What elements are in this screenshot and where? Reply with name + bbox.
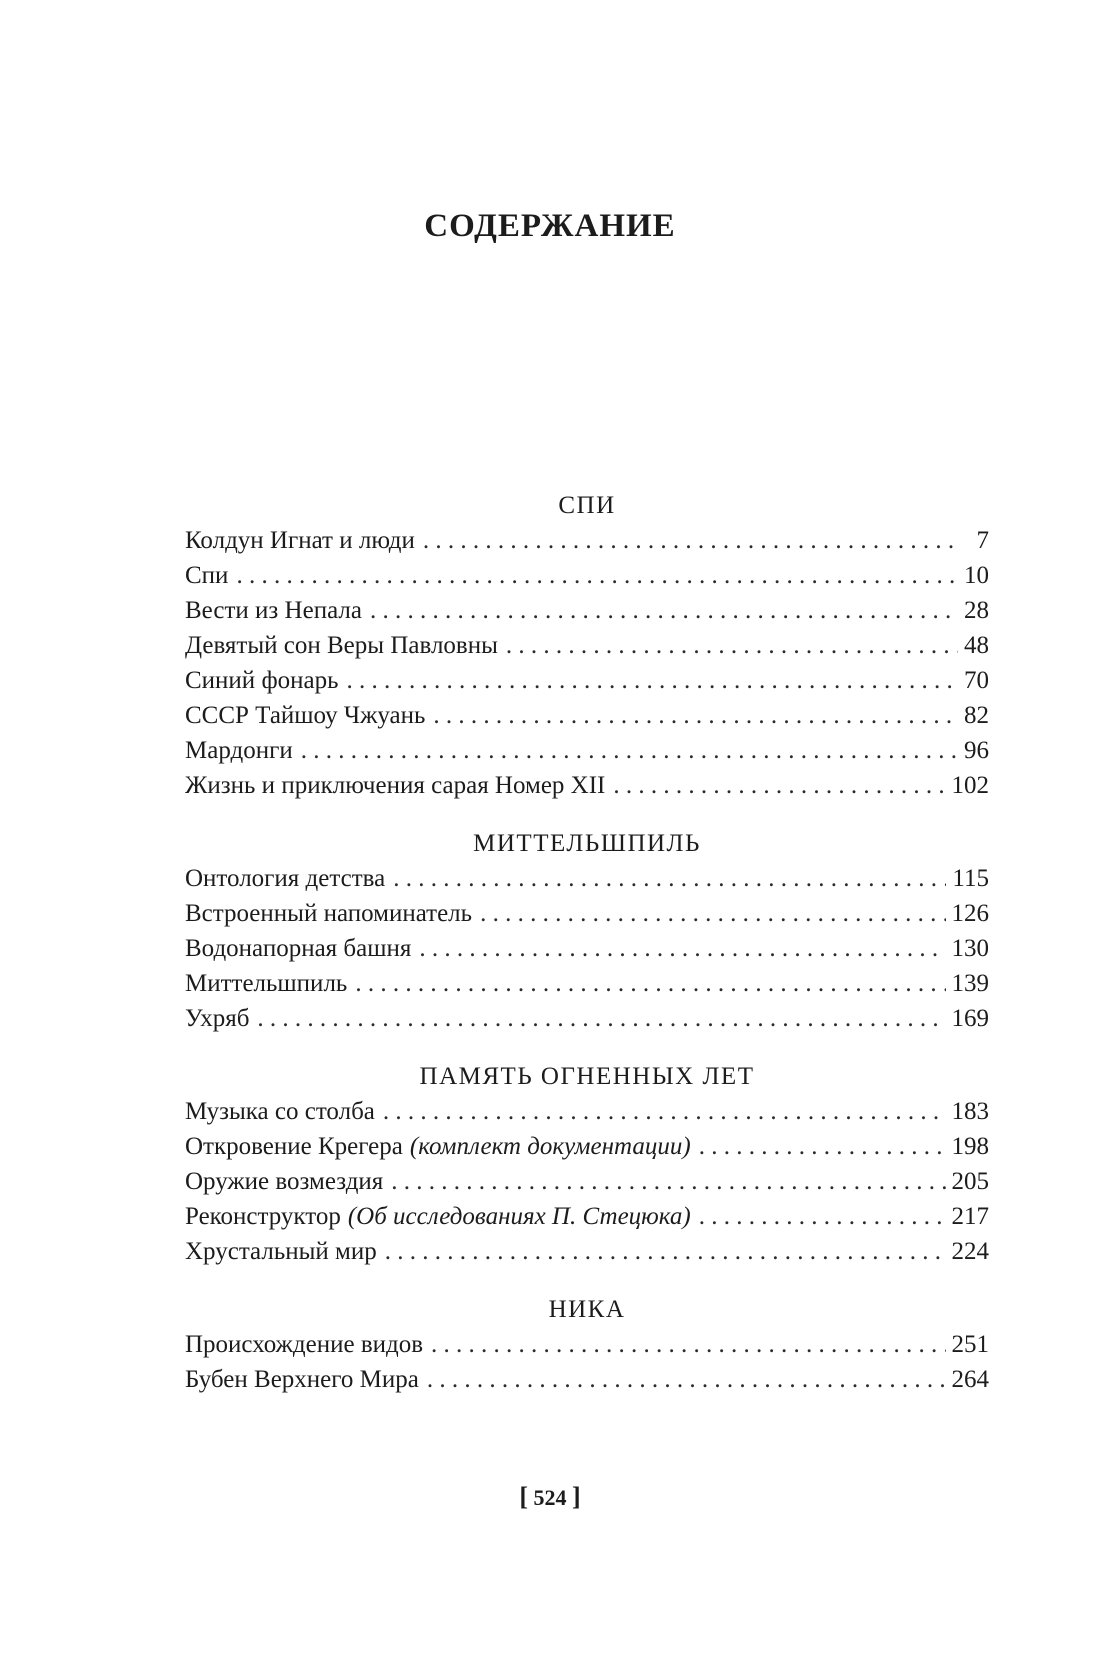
toc-entry-page-number: 126 <box>951 900 989 927</box>
toc-entry <box>185 768 989 803</box>
dot-leader <box>419 931 945 966</box>
page-title: СОДЕРЖАНИЕ <box>424 208 676 244</box>
dot-leader <box>385 1234 946 1269</box>
toc-entry <box>185 1164 989 1199</box>
toc-section <box>185 1059 989 1269</box>
toc-entry-page-number: 183 <box>951 1098 989 1125</box>
toc-entry-title: Хрустальный мир <box>185 1238 377 1265</box>
dot-leader <box>301 733 958 768</box>
dot-leader <box>699 1199 946 1234</box>
toc-entry <box>185 1199 989 1234</box>
toc-entry-page-number: 115 <box>952 865 989 892</box>
toc-entry-subtitle: (комплект документации) <box>409 1133 691 1160</box>
section-heading: СПИ <box>558 492 616 519</box>
toc-entry <box>185 1094 989 1129</box>
toc-section <box>185 1292 989 1397</box>
toc-entry-page-number: 264 <box>951 1366 989 1393</box>
dot-leader <box>506 628 958 663</box>
page-number <box>0 1482 1100 1513</box>
toc-entry <box>185 628 989 663</box>
toc-entry-title: Бубен Верхнего Мира <box>185 1366 419 1393</box>
dot-leader <box>236 558 958 593</box>
dot-leader <box>347 663 958 698</box>
toc-entry-title: Девятый сон Веры Павловны <box>185 632 498 659</box>
toc-entry-title: СССР Тайшоу Чжуань <box>185 702 426 729</box>
toc-entry-title: Водонапорная башня <box>185 935 412 962</box>
toc-entry <box>185 523 989 558</box>
dot-leader <box>355 966 945 1001</box>
toc-entry <box>185 698 989 733</box>
toc-entry <box>185 733 989 768</box>
dot-leader <box>257 1001 945 1036</box>
toc-entry-page-number: 82 <box>964 702 989 729</box>
folio-bracket-open: [ <box>519 1482 528 1511</box>
dot-leader <box>370 593 958 628</box>
toc-entry-title: Колдун Игнат и люди <box>185 527 415 554</box>
toc-entry-title: Встроенный напоминатель <box>185 900 473 927</box>
toc-entry-page-number: 139 <box>951 970 989 997</box>
toc-entry-page-number: 48 <box>964 632 989 659</box>
section-heading: ПАМЯТЬ ОГНЕННЫХ ЛЕТ <box>419 1063 755 1090</box>
toc-entry-title: Ухряб <box>185 1005 250 1032</box>
folio-number: 524 <box>533 1485 567 1510</box>
toc-entry-page-number: 251 <box>951 1331 989 1358</box>
toc-entry-title: Миттельшпиль <box>185 970 348 997</box>
toc-entry-page-number: 217 <box>951 1203 989 1230</box>
dot-leader <box>391 1164 945 1199</box>
dot-leader <box>480 896 945 931</box>
toc-entry-title: Откровение Крегера <box>185 1133 403 1160</box>
dot-leader <box>613 768 945 803</box>
toc-entry <box>185 1362 989 1397</box>
toc-entry-title: Реконструктор <box>185 1203 341 1230</box>
toc-entry <box>185 931 989 966</box>
toc-section <box>185 826 989 1036</box>
toc-entry-title: Жизнь и приключения сарая Номер XII <box>185 772 606 799</box>
toc-entry <box>185 593 989 628</box>
toc-entry <box>185 1234 989 1269</box>
toc-entry-title: Происхождение видов <box>185 1331 424 1358</box>
toc-entry-page-number: 102 <box>951 772 989 799</box>
toc-entry-page-number: 130 <box>951 935 989 962</box>
dot-leader <box>383 1094 946 1129</box>
toc-entry <box>185 1327 989 1362</box>
toc-entry-title: Музыка со столба <box>185 1098 375 1125</box>
toc-entry-page-number: 198 <box>951 1133 989 1160</box>
dot-leader <box>433 698 958 733</box>
dot-leader <box>427 1362 946 1397</box>
toc-entry-title: Вести из Непала <box>185 597 362 624</box>
toc-section <box>185 488 989 803</box>
toc-entry-page-number: 205 <box>951 1168 989 1195</box>
toc-entry <box>185 663 989 698</box>
toc-entry-page-number: 10 <box>964 562 989 589</box>
dot-leader <box>393 861 946 896</box>
toc-entry-page-number: 28 <box>964 597 989 624</box>
toc-entry <box>185 896 989 931</box>
toc-entry <box>185 861 989 896</box>
toc-entry <box>185 1001 989 1036</box>
toc-entry-title: Мардонги <box>185 737 293 764</box>
toc-entry-title: Онтология детства <box>185 865 386 892</box>
toc-entry-page-number: 224 <box>951 1238 989 1265</box>
toc-entry-page-number: 70 <box>964 667 989 694</box>
table-of-contents <box>185 488 989 1420</box>
dot-leader <box>431 1327 945 1362</box>
dot-leader <box>423 523 961 558</box>
toc-entry-page-number: 7 <box>976 527 989 554</box>
toc-entry-title: Оружие возмездия <box>185 1168 384 1195</box>
toc-entry <box>185 966 989 1001</box>
toc-entry-page-number: 169 <box>951 1005 989 1032</box>
toc-entry <box>185 1129 989 1164</box>
section-heading: НИКА <box>548 1296 626 1323</box>
section-heading: МИТТЕЛЬШПИЛЬ <box>473 830 701 857</box>
toc-entry <box>185 558 989 593</box>
toc-entry-title: Спи <box>185 562 229 589</box>
toc-entry-page-number: 96 <box>964 737 989 764</box>
toc-entry-title: Синий фонарь <box>185 667 339 694</box>
dot-leader <box>699 1129 946 1164</box>
folio-bracket-close: ] <box>572 1482 581 1511</box>
toc-entry-subtitle: (Об исследованиях П. Стецюка) <box>347 1203 691 1230</box>
